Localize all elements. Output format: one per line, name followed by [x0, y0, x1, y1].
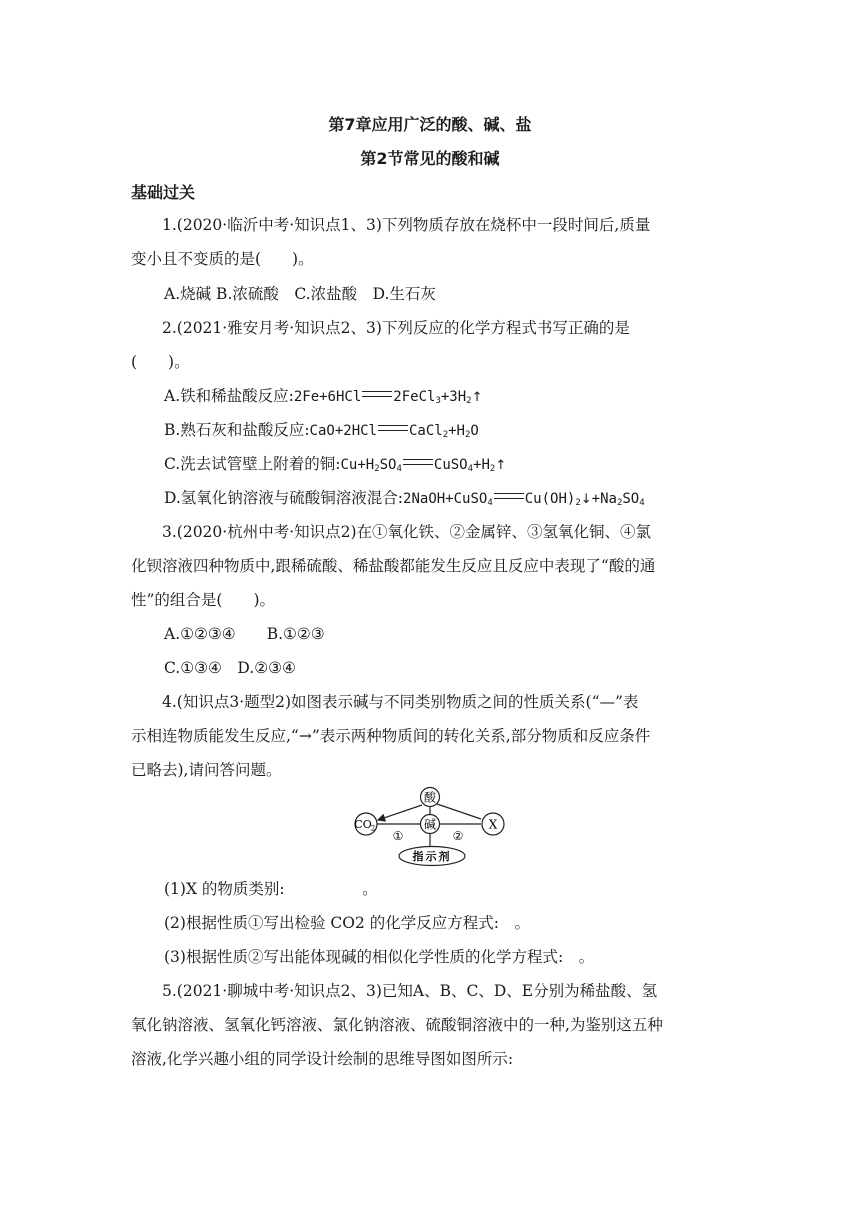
- q5-line3: 溶液,化学兴趣小组的同学设计绘制的思维导图如图所示:: [131, 1050, 514, 1068]
- q4-line3: 已略去),请问答问题。: [131, 761, 282, 779]
- co2-subscript: 2: [370, 824, 376, 833]
- co2-label: CO: [354, 818, 372, 831]
- acid-x-line: [437, 804, 481, 819]
- q3-line3: 性”的组合是( )。: [131, 591, 276, 609]
- q1-options: A.烧碱 B.浓硫酸 C.浓盐酸 D.生石灰: [164, 285, 436, 303]
- acid-label: 酸: [423, 790, 437, 805]
- q4-sub3: (3)根据性质②写出能体现碱的相似化学性质的化学方程式: 。: [164, 948, 595, 966]
- q2-option-c: C.洗去试管壁上附着的铜$:Cu+H_2SO_4$ $CuSO_4+H_2↑$: [164, 455, 507, 474]
- q2-option-b: B.熟石灰和盐酸反应:CaO+2HCl $CaCl_2+H_2O$: [164, 421, 479, 440]
- q5-line2: 氧化钠溶液、氢氧化钙溶液、氯化钠溶液、硫酸铜溶液中的一种,为鉴别这五种: [131, 1016, 663, 1034]
- q2-option-a: A.铁和稀盐酸反应:2Fe+6HCl $2FeCl_3+3H_2↑$: [164, 387, 483, 406]
- q4-line1: 4.(知识点3·题型2)如图表示碱与不同类别物质之间的性质关系(“—”表: [162, 693, 639, 711]
- section-label: 基础过关: [131, 183, 196, 202]
- x-label: X: [488, 817, 498, 832]
- q3-options2: C.①③④ D.②③④: [164, 659, 296, 677]
- base-property-diagram: [348, 780, 518, 870]
- q3-line2: 化钡溶液四种物质中,跟稀硫酸、稀盐酸都能发生反应且反应中表现了“酸的通: [131, 557, 656, 575]
- indicator-label: 指示剂: [412, 850, 452, 863]
- property-mark-2: ②: [452, 829, 464, 843]
- q4-sub1: (1)X 的物质类别: 。: [164, 880, 378, 898]
- precipitate-down-arrow-icon: ↓: [580, 492, 592, 507]
- property-mark-1: ①: [392, 829, 404, 843]
- q4-sub2: (2)根据性质①写出检验 CO2 的化学反应方程式: 。: [164, 914, 530, 932]
- q2-line2: ( )。: [131, 353, 190, 371]
- acid-to-co2-arrow: [378, 805, 422, 820]
- gas-up-arrow-icon: ↑: [495, 458, 507, 473]
- q5-line1: 5.(2021·聊城中考·知识点2、3)已知A、B、C、D、E分别为稀盐酸、氢: [162, 982, 658, 1000]
- q2-line1: 2.(2021·雅安月考·知识点2、3)下列反应的化学方程式书写正确的是: [162, 319, 630, 337]
- section-title: 第2节常见的酸和碱: [360, 149, 500, 168]
- q3-line1: 3.(2020·杭州中考·知识点2)在①氧化铁、②金属锌、③氢氧化铜、④氯: [162, 523, 652, 541]
- base-label: 碱: [423, 817, 437, 832]
- q2-option-d: D.氢氧化钠溶液与硫酸铜溶液混合:2NaOH+CuSO$_4$ $Cu(OH)_2↓+Na_2SO_4$: [164, 489, 645, 508]
- q1-line1: 1.(2020·临沂中考·知识点1、3)下列物质存放在烧杯中一段时间后,质量: [162, 216, 651, 234]
- q1-line2: 变小且不变质的是( )。: [131, 250, 314, 268]
- q4-line2: 示相连物质能发生反应,“→”表示两种物质间的转化关系,部分物质和反应条件: [131, 727, 651, 745]
- chapter-title: 第7章应用广泛的酸、碱、盐: [328, 115, 532, 134]
- q3-options1: A.①②③④ B.①②③: [164, 625, 325, 643]
- gas-up-arrow-icon: ↑: [471, 390, 483, 405]
